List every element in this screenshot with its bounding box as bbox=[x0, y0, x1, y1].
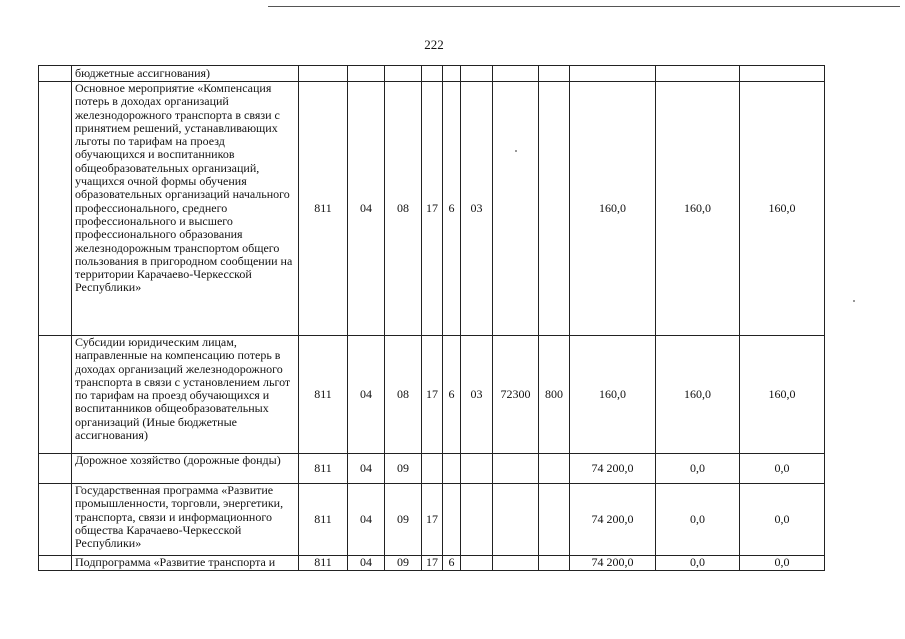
value-cell: 72300 bbox=[493, 336, 539, 454]
value-cell: 6 bbox=[443, 336, 461, 454]
value-cell: 09 bbox=[385, 454, 422, 484]
value-cell bbox=[539, 556, 570, 571]
value-cell bbox=[493, 556, 539, 571]
row-number-cell bbox=[39, 484, 72, 556]
value-cell: 0,0 bbox=[740, 454, 825, 484]
scan-speck bbox=[515, 150, 517, 152]
value-cell: 03 bbox=[461, 336, 493, 454]
item-name-cell: Дорожное хозяйство (дорожные фонды) bbox=[72, 454, 299, 484]
page-number: 222 bbox=[424, 37, 444, 52]
item-name-cell: Подпрограмма «Развитие транспорта и bbox=[72, 556, 299, 571]
value-cell bbox=[461, 66, 493, 82]
table-row bbox=[39, 556, 825, 571]
value-cell: 17 bbox=[422, 556, 443, 571]
value-cell: 160,0 bbox=[570, 336, 656, 454]
item-name-cell: Субсидии юридическим лицам, направленные на компенсацию потерь в доходах организаций железнодорожного транспорта в связи с установлением льгот по тарифам на проезд обучающихся и воспитанников общеобразовательных организаций (Иные бюджетные ассигнования) bbox=[72, 336, 299, 454]
value-cell: 0,0 bbox=[656, 454, 740, 484]
value-cell: 0,0 bbox=[656, 556, 740, 571]
budget-table bbox=[38, 65, 825, 571]
value-cell: 160,0 bbox=[656, 336, 740, 454]
row-number-cell bbox=[39, 66, 72, 82]
value-cell bbox=[539, 82, 570, 336]
row-number-cell bbox=[39, 556, 72, 571]
table-body bbox=[39, 66, 825, 571]
value-cell: 0,0 bbox=[740, 484, 825, 556]
value-cell: 04 bbox=[348, 82, 385, 336]
value-cell: 800 bbox=[539, 336, 570, 454]
value-cell bbox=[461, 556, 493, 571]
value-cell: 03 bbox=[461, 82, 493, 336]
value-cell bbox=[656, 66, 740, 82]
value-cell: 811 bbox=[299, 82, 348, 336]
value-cell bbox=[443, 454, 461, 484]
value-cell: 17 bbox=[422, 336, 443, 454]
value-cell bbox=[443, 66, 461, 82]
value-cell bbox=[422, 454, 443, 484]
value-cell bbox=[461, 484, 493, 556]
value-cell: 17 bbox=[422, 82, 443, 336]
value-cell bbox=[570, 66, 656, 82]
value-cell: 04 bbox=[348, 454, 385, 484]
top-rule bbox=[268, 6, 900, 7]
value-cell: 160,0 bbox=[656, 82, 740, 336]
row-number-cell bbox=[39, 336, 72, 454]
value-cell bbox=[740, 66, 825, 82]
value-cell: 08 bbox=[385, 336, 422, 454]
value-cell: 160,0 bbox=[570, 82, 656, 336]
value-cell: 09 bbox=[385, 556, 422, 571]
value-cell bbox=[493, 82, 539, 336]
item-name-cell: Государственная программа «Развитие промышленности, торговли, энергетики, транспорта, связи и информационного общества Карачаево-Черкесской Республики» bbox=[72, 484, 299, 556]
value-cell: 6 bbox=[443, 82, 461, 336]
table-row bbox=[39, 484, 825, 556]
value-cell: 811 bbox=[299, 484, 348, 556]
value-cell: 04 bbox=[348, 484, 385, 556]
value-cell: 0,0 bbox=[656, 484, 740, 556]
value-cell bbox=[461, 454, 493, 484]
value-cell bbox=[385, 66, 422, 82]
value-cell bbox=[539, 66, 570, 82]
table-row bbox=[39, 66, 825, 82]
value-cell: 04 bbox=[348, 556, 385, 571]
row-number-cell bbox=[39, 82, 72, 336]
item-name-cell: Основное мероприятие «Компенсация потерь в доходах организаций железнодорожного транспорта в связи с принятием решений, устанавливающих льготы по тарифам на проезд обучающихся и воспитанников общеобразовательных организаций, учащихся очной формы обучения образовательных организаций начального профессионального, среднего профессионального и высшего профессионального образования железнодорожным транспортом общего пользования в пригородном сообщении на территории Карачаево-Черкесской Республики» bbox=[72, 82, 299, 336]
value-cell: 04 bbox=[348, 336, 385, 454]
value-cell: 0,0 bbox=[740, 556, 825, 571]
value-cell bbox=[539, 484, 570, 556]
value-cell: 6 bbox=[443, 556, 461, 571]
value-cell: 74 200,0 bbox=[570, 484, 656, 556]
value-cell: 811 bbox=[299, 336, 348, 454]
value-cell: 811 bbox=[299, 454, 348, 484]
value-cell bbox=[443, 484, 461, 556]
value-cell: 08 bbox=[385, 82, 422, 336]
value-cell: 74 200,0 bbox=[570, 454, 656, 484]
value-cell bbox=[493, 484, 539, 556]
value-cell bbox=[539, 454, 570, 484]
value-cell bbox=[493, 66, 539, 82]
table-row bbox=[39, 454, 825, 484]
value-cell bbox=[493, 454, 539, 484]
row-number-cell bbox=[39, 454, 72, 484]
value-cell: 811 bbox=[299, 556, 348, 571]
value-cell: 74 200,0 bbox=[570, 556, 656, 571]
value-cell bbox=[299, 66, 348, 82]
value-cell: 160,0 bbox=[740, 82, 825, 336]
value-cell: 09 bbox=[385, 484, 422, 556]
value-cell: 160,0 bbox=[740, 336, 825, 454]
value-cell bbox=[348, 66, 385, 82]
value-cell: 17 bbox=[422, 484, 443, 556]
table-row bbox=[39, 82, 825, 336]
value-cell bbox=[422, 66, 443, 82]
scan-speck bbox=[853, 300, 855, 302]
item-name-cell: бюджетные ассигнования) bbox=[72, 66, 299, 82]
table-row bbox=[39, 336, 825, 454]
